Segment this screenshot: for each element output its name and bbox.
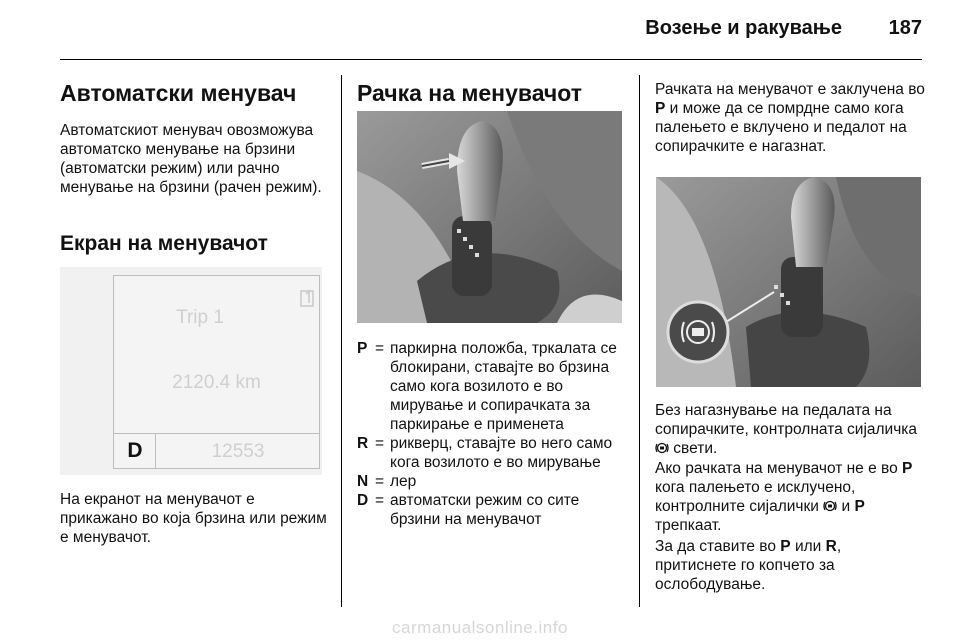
gear-description: автоматски режим со сите брзини на менувачот xyxy=(390,492,580,528)
transmission-display-illustration xyxy=(60,267,322,475)
text-fragment: трепкаат. xyxy=(655,517,722,534)
brake-pedal-indicator-icon xyxy=(823,499,837,513)
column-divider-1 xyxy=(341,75,342,607)
gear-p-label: P xyxy=(780,538,791,555)
display-distance: 2120.4 km xyxy=(172,372,261,393)
watermark: carmanualsonline.info xyxy=(392,618,568,637)
subsection-title-display: Екран на менувачот xyxy=(60,232,268,255)
gear-description: лер xyxy=(390,473,417,490)
gear-position-item xyxy=(357,434,622,472)
release-button-paragraph xyxy=(655,537,925,594)
gear-description: паркирна положба, тркалата се блокирани, ставајте во брзина само кога возилото е во мирување и сопирачката за паркирање е применета xyxy=(390,340,617,433)
header-rule xyxy=(60,59,922,60)
gear-key: N xyxy=(357,473,369,490)
text-fragment: Ако рачката на менувачот не е во xyxy=(655,460,903,477)
gear-equals: = xyxy=(375,473,385,490)
gear-equals: = xyxy=(375,340,385,357)
gear-p-label: P xyxy=(902,460,913,477)
manual-mode-icon xyxy=(300,285,316,307)
section-title-automatic-transmission: Автоматски менувач xyxy=(60,80,297,106)
text-fragment: и xyxy=(837,498,855,515)
display-description: На екранот на менувачот е прикажано во која брзина или режим е менувачот. xyxy=(60,491,327,546)
text-fragment: кога палењето е исклучено, контролните сијалички xyxy=(655,479,856,515)
gear-key: R xyxy=(357,435,369,452)
text-fragment: свети. xyxy=(669,440,718,457)
text-fragment: Рачката на менувачот е заклучена во xyxy=(655,81,925,98)
gear-position-item xyxy=(357,491,622,529)
page-number: 187 xyxy=(888,17,922,39)
lever-lock-paragraph xyxy=(655,80,925,156)
gear-key: P xyxy=(357,340,368,357)
gear-description: рикверц, ставајте во него само кога возилото е во мирување xyxy=(390,435,613,471)
display-separator xyxy=(113,433,320,434)
gear-p-label: P xyxy=(655,100,666,117)
text-fragment: и може да се помрдне само кога палењето е вклучено и педалот на сопирачките е нагазнат. xyxy=(655,100,907,155)
intro-paragraph: Автоматскиот менувач овозможува автоматско менување на брзини (автоматски режим) или рачно менување на брзини (рачен режим). xyxy=(60,122,322,196)
flashing-indicator-paragraph xyxy=(655,459,925,535)
gear-position-item xyxy=(357,339,622,434)
text-fragment: притиснете го копчето за ослободување. xyxy=(655,557,835,593)
display-odometer: 12553 xyxy=(211,441,265,462)
text-fragment: , xyxy=(836,538,842,555)
display-gear: D xyxy=(127,439,143,462)
text-fragment: За да ставите во xyxy=(655,538,781,555)
brake-pedal-indicator-icon xyxy=(655,441,669,455)
gear-lever-brake-indicator-photo xyxy=(656,177,921,387)
column-divider-2 xyxy=(639,75,640,607)
display-trip-label: Trip 1 xyxy=(176,307,224,328)
chapter-title: Возење и ракување xyxy=(645,17,842,39)
gear-r-label: R xyxy=(825,538,837,555)
gear-key: D xyxy=(357,492,369,509)
gear-lever-photo xyxy=(357,111,622,323)
gear-equals: = xyxy=(375,492,385,509)
text-fragment: или xyxy=(790,538,826,555)
gear-equals: = xyxy=(375,435,385,452)
section-title-selector-lever: Рачка на менувачот xyxy=(357,80,583,106)
text-fragment: Без нагазнување на педалата на сопирачките, контролната сијаличка xyxy=(655,402,918,438)
brake-indicator-paragraph xyxy=(655,401,925,458)
gear-p-label: P xyxy=(854,498,865,515)
gear-positions-list xyxy=(357,339,622,529)
gear-position-item xyxy=(357,472,622,491)
